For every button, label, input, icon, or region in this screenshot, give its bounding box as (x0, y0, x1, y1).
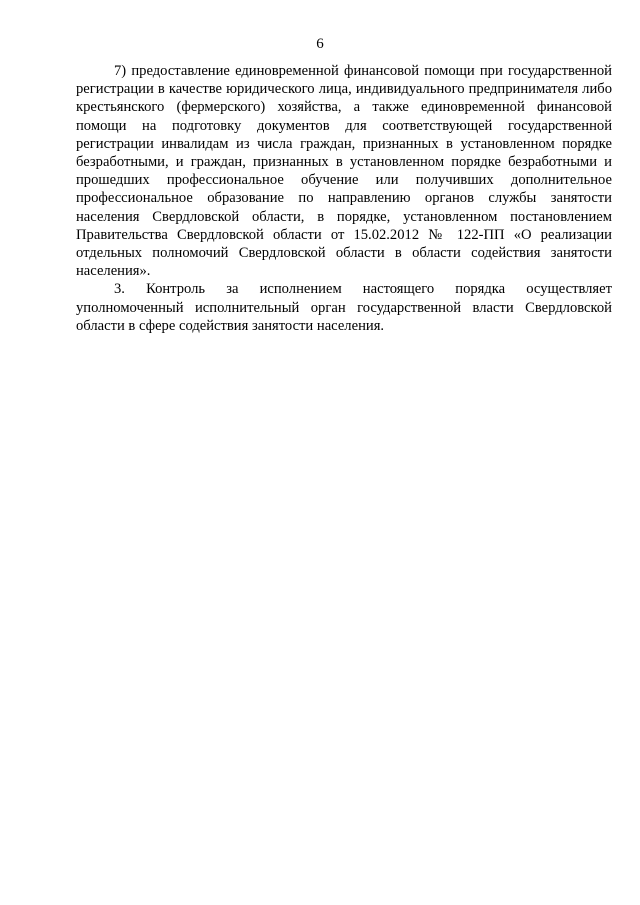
document-body (76, 62, 612, 335)
page-number: 6 (316, 36, 324, 52)
paragraph-item-7: 7) предоставление единовременной финансовой помощи при государственной регистрации в качестве юридического лица, индивидуального предпринимателя либо крестьянского (фермерского) хозяйства, а также единовременной финансовой помощи на подготовку документов для соответствующей государственной регистрации инвалидам из числа граждан, признанных в установленном порядке безработными, и граждан, признанных в установленном порядке безработными и прошедших профессиональное обучение или получивших дополнительное профессиональное образование по направлению органов службы занятости населения Свердловской области, в порядке, установленном постановлением Правительства Свердловской области от 15.02.2012 № 122-ПП «О реализации отдельных полномочий Свердловской области в области содействия занятости населения». (76, 63, 612, 280)
paragraph-section-3: 3. Контроль за исполнением настоящего порядка осуществляет уполномоченный исполнительный орган государственной власти Свердловской области в сфере содействия занятости населения. (76, 281, 612, 334)
